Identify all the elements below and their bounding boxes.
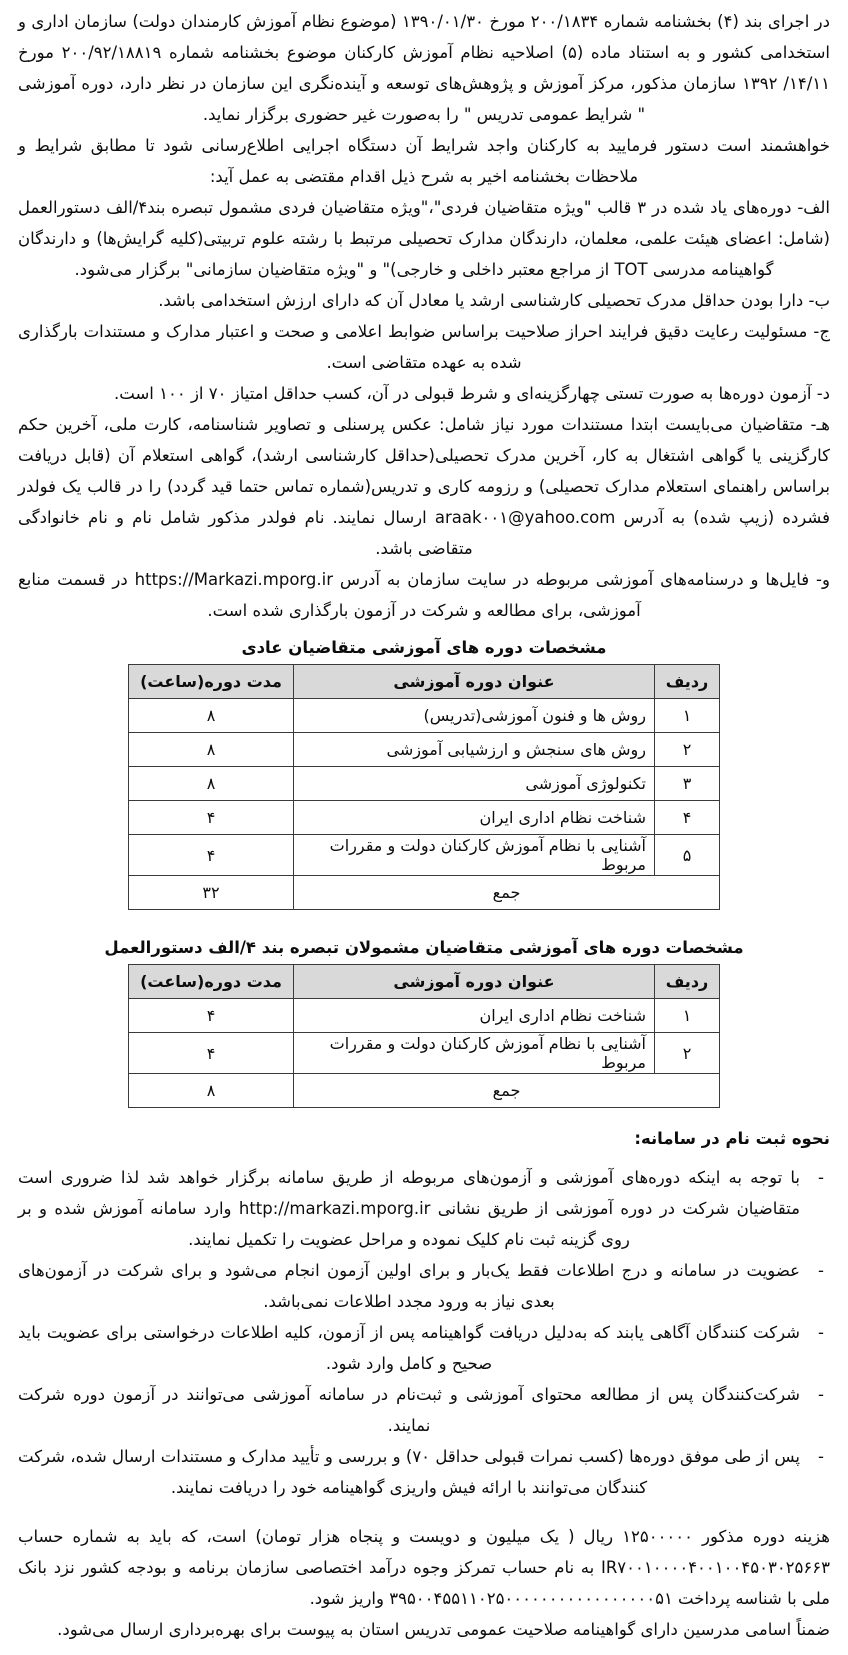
header-cell-row-number: ردیف <box>655 965 720 999</box>
bullet-text: پس از طی موفق دوره‌ها (کسب نمرات قبولی حداقل ۷۰) و بررسی و تأیید مدارک و مستندات ارسال شده، شرکت کنندگان می‌توانند با ارائه فیش واریزی گواهینامه خود را دریافت نمایند. <box>18 1447 800 1497</box>
clause4-applicants-table-block <box>18 934 830 1108</box>
course-title-cell: آشنایی با نظام آموزش کارکنان دولت و مقررات مربوط <box>294 1033 655 1074</box>
header-cell-duration: مدت دوره(ساعت) <box>129 965 294 999</box>
list-item <box>18 1317 830 1379</box>
total-label-cell: جمع <box>294 1074 720 1108</box>
total-label-cell: جمع <box>294 876 720 910</box>
bullet-text: شرکت‌کنندگان پس از مطالعه محتوای آموزشی و ثبت‌نام در سامانه آموزشی می‌توانند در آزمون دوره شرکت نمایند. <box>18 1385 800 1435</box>
request-paragraph: خواهشمند است دستور فرمایید به کارکنان واجد شرایط آن دستگاه اجرایی اطلاع‌رسانی شود تا مطابق شرایط و ملاحظات بخشنامه اخیر به شرح ذیل اقدام مقتضی به عمل آید: <box>18 136 830 186</box>
course-title-cell: آشنایی با نظام آموزش کارکنان دولت و مقررات مربوط <box>294 835 655 876</box>
bullet-text: عضویت در سامانه و درج اطلاعات فقط یک‌بار و برای اولین آزمون انجام می‌شود و برای شرکت در آزمون‌های بعدی نیاز به ورود مجدد اطلاعات نمی‌باشد. <box>18 1261 800 1311</box>
duration-cell: ۸ <box>129 699 294 733</box>
clause-be-paragraph: ب- دارا بودن حداقل مدرک تحصیلی کارشناسی ارشد یا معادل آن که دارای ارزش استخدامی باشد. <box>158 291 830 310</box>
attachment-note-paragraph: ضمناً اسامی مدرسین دارای گواهینامه صلاحیت عمومی تدریس استان به پیوست برای بهره‌برداری ارسال می‌شود. <box>57 1620 830 1639</box>
intro-paragraph: در اجرای بند (۴) بخشنامه شماره ۲۰۰/۱۸۳۴ مورخ ۱۳۹۰/۰۱/۳۰ (موضوع نظام آموزش کارمندان دولت) سازمان اداری و استخدامی کشور و به استناد ماده (۵) اصلاحیه نظام آموزش کارکنان موضوع بخشنامه شماره ۲۰۰/۹۲/۱۸۸۱۹ مورخ ۱۴/۱۱/ ۱۳۹۲ سازمان مذکور، مرکز آموزش و پژوهش‌های توسعه و آینده‌نگری این سازمان در نظر دارد، دوره آموزشی " شرایط عمومی تدریس " را به‌صورت غیر حضوری برگزار نماید. <box>18 12 831 124</box>
header-cell-duration: مدت دوره(ساعت) <box>129 665 294 699</box>
clause-alef-paragraph: الف- دوره‌های یاد شده در ۳ قالب "ویژه متقاضیان فردی"،"ویژه متقاضیان فردی مشمول تبصره بند۴/الف دستورالعمل (شامل: اعضای هیئت علمی، معلمان، دارندگان مدارک تحصیلی مرتبط با رشته علوم تربیتی(کلیه گرایش‌ها) و دارندگان گواهینامه مدرسی TOT از مراجع معتبر داخلی و خارجی)" و "ویژه متقاضیان سازمانی" برگزار می‌شود. <box>18 198 830 279</box>
clause-he-paragraph: هـ- متقاضیان می‌بایست ابتدا مستندات مورد نیاز شامل: عکس پرسنلی و تصاویر شناسنامه، کارت ملی، آخرین حکم کارگزینی یا گواهی اشتغال به کار، آخرین مدرک تحصیلی(حداقل کارشناسی ارشد)، گواهی استعلام آن (قابل دریافت براساس راهنمای استعلام مدارک تحصیلی) و رزومه کاری و تدریس(شماره تماس حتما قید گردد) را در قالب یک فولدر فشرده (زیپ شده) به آدرس araak۰۰۱@yahoo.com ارسال نمایند. نام فولدر مذکور شامل نام و نام خانوادگی متقاضی باشد. <box>18 415 830 558</box>
table-row <box>129 835 720 876</box>
duration-cell: ۴ <box>129 835 294 876</box>
list-item <box>18 1379 830 1441</box>
table-row <box>129 699 720 733</box>
table-row <box>129 1033 720 1074</box>
header-cell-course-title: عنوان دوره آموزشی <box>294 965 655 999</box>
row-number-cell: ۲ <box>655 733 720 767</box>
duration-cell: ۸ <box>129 767 294 801</box>
table-row <box>129 999 720 1033</box>
list-item <box>18 1441 830 1503</box>
registration-bullet-list <box>18 1162 830 1503</box>
normal-applicants-table-block <box>18 634 830 910</box>
table-header-row <box>129 965 720 999</box>
list-item <box>18 1255 830 1317</box>
duration-cell: ۴ <box>129 999 294 1033</box>
dash-bullet-marker: - <box>818 1261 824 1280</box>
row-number-cell: ۲ <box>655 1033 720 1074</box>
bullet-text: شرکت کنندگان آگاهی یابند که به‌دلیل دریافت گواهینامه پس از آزمون، کلیه اطلاعات درخواستی برای عضویت باید صحیح و کامل وارد شود. <box>18 1323 800 1373</box>
normal-applicants-table <box>128 664 720 910</box>
table-row <box>129 801 720 835</box>
table-header-row <box>129 665 720 699</box>
row-number-cell: ۳ <box>655 767 720 801</box>
total-hours-cell: ۸ <box>129 1074 294 1108</box>
list-item <box>18 1162 830 1255</box>
dash-bullet-marker: - <box>818 1323 824 1342</box>
registration-section-heading: نحوه ثبت نام در سامانه: <box>634 1129 830 1148</box>
row-number-cell: ۱ <box>655 699 720 733</box>
clause-vav-paragraph: و- فایل‌ها و درسنامه‌های آموزشی مربوطه در سایت سازمان به آدرس https://Markazi.mporg.ir در قسمت منابع آموزشی، برای مطالعه و شرکت در آزمون بارگذاری شده است. <box>18 570 830 620</box>
row-number-cell: ۵ <box>655 835 720 876</box>
duration-cell: ۸ <box>129 733 294 767</box>
header-cell-course-title: عنوان دوره آموزشی <box>294 665 655 699</box>
dash-bullet-marker: - <box>818 1447 824 1466</box>
clause4-applicants-table <box>128 964 720 1108</box>
table-row <box>129 767 720 801</box>
course-title-cell: شناخت نظام اداری ایران <box>294 999 655 1033</box>
table-row <box>129 733 720 767</box>
header-cell-row-number: ردیف <box>655 665 720 699</box>
bullet-text: با توجه به اینکه دوره‌های آموزشی و آزمون‌های مربوطه از طریق سامانه برگزار خواهد شد لذا ضروری است متقاضیان شرکت در دوره آموزشی از طریق نشانی http://markazi.mporg.ir وارد سامانه آموزش شده و بر روی گزینه ثبت نام کلیک نموده و مراحل عضویت را تکمیل نمایند. <box>18 1168 800 1249</box>
row-number-cell: ۱ <box>655 999 720 1033</box>
fee-payment-paragraph: هزینه دوره مذکور ۱۲۵۰۰۰۰۰ ریال ( یک میلیون و دویست و پنجاه هزار تومان) است، که باید به شماره حساب IR۷۰۰۱۰۰۰۰۴۰۰۱۰۰۴۵۰۳۰۲۵۶۶۳ به نام حساب تمرکز وجوه درآمد اختصاصی سازمان برنامه و بودجه کشور نزد بانک ملی با شناسه پرداخت ۳۹۵۰۰۴۵۵۱۱۰۲۵۰۰۰۰۰۰۰۰۰۰۰۰۰۰۰۰۰۵۱ واریز شود. <box>18 1527 831 1608</box>
duration-cell: ۴ <box>129 1033 294 1074</box>
table-title: مشخصات دوره های آموزشی متقاضیان عادی <box>241 638 607 657</box>
course-title-cell: تکنولوژی آموزشی <box>294 767 655 801</box>
clause-dal-paragraph: د- آزمون دوره‌ها به صورت تستی چهارگزینه‌ای و شرط قبولی در آن، کسب حداقل امتیاز ۷۰ از ۱۰۰ است. <box>114 384 830 403</box>
table-total-row <box>129 1074 720 1108</box>
course-title-cell: روش های سنجش و ارزشیابی آموزشی <box>294 733 655 767</box>
dash-bullet-marker: - <box>818 1168 824 1187</box>
duration-cell: ۴ <box>129 801 294 835</box>
row-number-cell: ۴ <box>655 801 720 835</box>
course-title-cell: شناخت نظام اداری ایران <box>294 801 655 835</box>
table-total-row <box>129 876 720 910</box>
dash-bullet-marker: - <box>818 1385 824 1404</box>
closing-section <box>18 1521 830 1645</box>
course-title-cell: روش ها و فنون آموزشی(تدریس) <box>294 699 655 733</box>
clause-jim-paragraph: ج- مسئولیت رعایت دقیق فرایند احراز صلاحیت براساس ضوابط اعلامی و صحت و اعتبار مدارک و مستندات بارگذاری شده به عهده متقاضی است. <box>18 322 830 372</box>
table-title: مشخصات دوره های آموزشی متقاضیان مشمولان تبصره بند ۴/الف دستورالعمل <box>104 938 744 957</box>
total-hours-cell: ۳۲ <box>129 876 294 910</box>
